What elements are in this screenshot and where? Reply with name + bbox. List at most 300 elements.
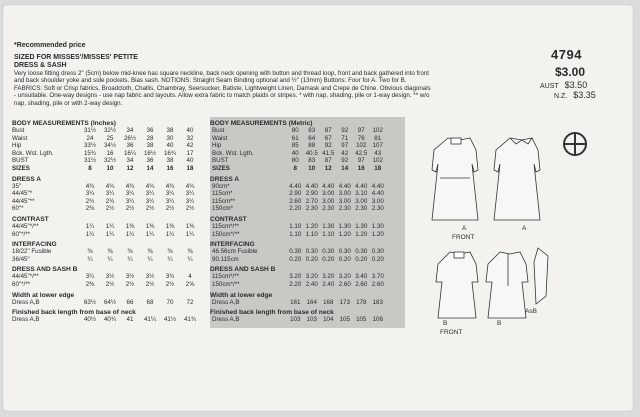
cell-value: 32½ [103,127,117,134]
cell-value: 2.70 [305,197,318,205]
cell-value: 2½ [125,205,135,213]
cell-value: 2.40 [322,280,335,288]
row-label: SIZES [12,164,30,172]
cell-value: 41¾ [183,316,197,324]
cell-value: 32½ [103,157,117,165]
table-row [12,231,204,239]
row-label: 150cm*/** [212,230,240,238]
cell-value: 4¾ [165,182,175,190]
row-label: 90cm* [212,182,230,190]
cell-value: 34 [126,127,134,134]
cell-value: 16 [106,149,114,157]
cell-value: 164 [306,298,317,306]
table-row [12,190,204,198]
cell-value: 0.20 [371,255,384,263]
table-row [12,223,204,231]
length-title: Finished back length from base of neck [210,309,334,317]
cell-value: 63½ [83,298,97,306]
cell-value: 17 [186,149,194,157]
inches-table [12,117,204,324]
cell-value: 92 [341,157,349,165]
cell-value: 168 [323,298,334,306]
cell-value: 71 [341,134,349,142]
row-label: 46.56cm Fusible [212,248,258,256]
cell-value: 64 [308,134,316,142]
cell-value: ¼ [167,255,173,263]
sash-label: AsB [525,308,537,315]
cell-value: 2.30 [371,205,384,213]
aust-price: $3.50 [564,80,588,90]
cell-value: ⅜ [87,248,93,256]
cell-value: 38 [146,142,154,150]
section-title: DRESS AND SASH B [12,266,78,274]
row-label: Waist [12,134,28,142]
cell-value: 3½ [145,273,155,281]
cell-value: 36 [146,157,154,165]
cell-value: 0.30 [289,248,302,256]
row-label: Hip [212,142,222,150]
table-row [12,281,204,289]
row-label: 115cm*/** [212,222,240,230]
length-title: Finished back length from base of neck [12,309,136,317]
cell-value: 30 [166,134,174,142]
cell-value: 33½ [83,142,97,150]
header-line-2: DRESS & SASH [14,62,67,69]
cell-value: 15¾ [83,149,97,157]
cell-value: 3.20 [338,273,351,281]
cell-value: 3.00 [371,197,384,205]
row-label: Dress A,B [212,316,240,324]
cell-value: 1¼ [85,222,95,230]
cell-value: 92 [341,127,349,134]
price: $3.00 [555,65,586,79]
cell-value: 1¼ [105,230,115,238]
cell-value: 26½ [123,134,137,142]
metric-table [210,117,405,328]
cell-value: 40 [291,149,299,157]
cell-value: 4.40 [338,182,351,190]
cell-value: 2.60 [371,280,384,288]
cell-value: 1.20 [338,230,351,238]
cell-value: 70 [166,298,174,306]
cell-value: 178 [356,298,367,306]
row-label: 60"*/** [12,280,31,288]
cell-value: 64½ [103,298,117,306]
dress-b-sketches [432,246,562,326]
dress-a-sketches [418,128,558,228]
table-row [210,205,405,213]
table-row [210,190,405,198]
cell-value: 4¾ [185,182,195,190]
cell-value: 40 [186,157,194,165]
cell-value: ⅜ [127,248,133,256]
table-row [12,150,204,158]
cell-value: 105 [339,316,350,324]
cell-value: 102 [372,157,383,165]
cell-value: 43 [374,149,382,157]
table-row [12,135,204,143]
table-row [12,299,204,307]
cell-value: 3.40 [355,273,368,281]
cell-value: 16 [357,164,365,172]
cell-value: 2½ [125,280,135,288]
cell-value: 0.30 [371,248,384,256]
cell-value: 3.00 [338,197,351,205]
cell-value: 1.30 [338,222,351,230]
cell-value: 2.60 [355,280,368,288]
cell-value: 2⅜ [85,205,95,213]
row-label: 150cm* [212,205,233,213]
cell-value: 40.5 [305,149,318,157]
b-back-label: B [497,320,502,327]
cell-value: 16 [166,164,174,172]
cell-value: 3½ [105,273,115,281]
table-title: BODY MEASUREMENTS (Inches) [12,120,116,127]
cell-value: 0.20 [338,255,351,263]
table-row [210,127,405,135]
cell-value: 2½ [145,280,155,288]
cell-value: 66 [126,298,134,306]
cell-value: 3¼ [165,197,175,205]
cell-value: 3.00 [355,197,368,205]
row-label: 60"*/** [12,230,31,238]
cell-value: 18 [186,164,194,172]
cell-value: 18 [374,164,382,172]
cell-value: 3¼ [85,273,95,281]
cell-value: 68 [146,298,154,306]
cell-value: 72 [186,298,194,306]
cell-value: 3.70 [371,273,384,281]
cell-value: 97 [357,127,365,134]
cell-value: ⅜ [167,248,173,256]
cell-value: 4.40 [371,190,384,198]
table-row [12,183,204,191]
b-front-letter: B [443,320,448,327]
cell-value: 31½ [83,157,97,165]
cell-value: 16½ [143,149,157,157]
cell-value: 1.10 [289,222,302,230]
table-row [210,231,405,239]
cell-value: 67 [324,134,332,142]
cell-value: 103 [290,316,301,324]
cell-value: 1.30 [371,222,384,230]
cell-value: 1.20 [305,222,318,230]
table-row [210,165,405,173]
cell-value: 3.20 [289,273,302,281]
cell-value: 12 [324,164,332,172]
table-row [210,142,405,150]
cell-value: 16¾ [163,149,177,157]
cell-value: 105 [356,316,367,324]
cell-value: 3.00 [322,197,335,205]
cell-value: 3¼ [85,190,95,198]
row-label: Waist [212,134,228,142]
cell-value: 102 [372,127,383,134]
table-row [210,248,405,256]
cell-value: 61 [291,134,299,142]
table-title: BODY MEASUREMENTS (Metric) [210,120,313,127]
cell-value: 40 [166,142,174,150]
cell-value: 36 [146,127,154,134]
cell-value: 10 [106,164,114,172]
cell-value: 42 [186,142,194,150]
table-row [210,150,405,158]
cell-value: 1.10 [322,230,335,238]
row-label: 44/45"*/** [12,273,39,281]
table-row [210,198,405,206]
cell-value: 2.30 [322,205,335,213]
row-label: 36/45" [12,255,30,263]
cell-value: 4.40 [289,182,302,190]
cell-value: 0.20 [322,255,335,263]
cell-value: 92 [324,142,332,150]
b-front-label: FRONT [440,329,463,336]
cell-value: 1¼ [185,230,195,238]
cell-value: 85 [291,142,299,150]
pattern-description: Very loose fitting dress 2" (5cm) below mid-knee has square neckline, back neck opening with button and thread loop, front and back gathered into front and back shoulder yoke and side pockets. Bias sash. NOTIONS: Straight Seam Binding optional and ½" (13mm) Buttons: Four for A. Two for B. FABRICS: Soft or Crisp fabrics, Broadcloth, Challis, Chambray, Seersucker, Batiste, Lightweight Linen, Damask and Crepe de Chine. Obvious diagonals - unsuitable. One-way designs - use nap fabric and layouts. Allow extra fabric to match plaids or stripes. * with nap, shading, pile or 1-way design. ** w/o nap, shading, pile or with 2-way design. [14,70,431,107]
cell-value: 2.20 [289,280,302,288]
cell-value: 4.40 [322,182,335,190]
cell-value: 2.90 [289,190,302,198]
section-title: INTERFACING [210,241,255,249]
cell-value: 1¼ [125,230,135,238]
cell-value: 2.60 [338,280,351,288]
row-label: BUST [212,157,229,165]
section-title: DRESS A [12,175,42,183]
table-row [12,205,204,213]
cell-value: 40¾ [103,316,117,324]
row-label: Dress A,B [12,316,40,324]
row-label: 44/45"* [12,190,33,198]
table-row [12,273,204,281]
cell-value: ⅜ [147,248,153,256]
cell-value: 4.40 [355,182,368,190]
row-label: 44/45"** [12,197,35,205]
cell-value: 2.30 [355,205,368,213]
cell-value: 2½ [105,280,115,288]
row-label: 18/22" Fusible [12,248,52,256]
cell-value: 83 [308,127,316,134]
cell-value: 2.30 [338,205,351,213]
a-front-label: FRONT [452,234,475,241]
cell-value: 24 [86,134,94,142]
cell-value: 3¼ [125,190,135,198]
cell-value: 3¼ [185,190,195,198]
header-line-1: SIZED FOR MISSES'/MISSES' PETITE [14,54,138,61]
cell-value: 1⅜ [145,222,155,230]
row-label: Bust [12,127,25,134]
table-row [210,223,405,231]
cell-value: 41 [126,316,134,324]
cell-value: 4¾ [105,182,115,190]
cell-value: 32 [186,134,194,142]
cell-value: 28 [146,134,154,142]
cell-value: 80 [291,157,299,165]
cell-value: 83 [308,157,316,165]
width-title: Width at lower edge [210,291,273,299]
table-row [210,183,405,191]
cell-value: 88 [308,142,316,150]
cell-value: 3¼ [145,197,155,205]
table-row [12,198,204,206]
cell-value: 183 [372,298,383,306]
cell-value: 10 [308,164,316,172]
row-label: Dress A,B [12,298,40,306]
cell-value: 173 [339,298,350,306]
cell-value: 3.20 [322,273,335,281]
cell-value: 3¾ [165,273,175,281]
cell-value: 34 [126,157,134,165]
a-front-letter: A [462,225,467,232]
row-label: Dress A,B [212,298,240,306]
cell-value: 2.40 [305,280,318,288]
section-title: INTERFACING [12,241,57,249]
table-row [210,316,405,324]
cell-value: 97 [357,157,365,165]
table-row [12,248,204,256]
table-row [12,127,204,135]
cell-value: 2½ [105,205,115,213]
cell-value: 41.5 [322,149,335,157]
cell-value: ⅜ [107,248,113,256]
table-row [12,256,204,264]
pattern-number: 4794 [551,47,582,62]
cell-value: 42.5 [355,149,368,157]
row-label: Bust [212,127,225,134]
aust-label: AUST [540,83,559,90]
cell-value: ¼ [187,255,193,263]
table-row [210,135,405,143]
cell-value: 12 [126,164,134,172]
cell-value: 41½ [163,316,177,324]
cell-value: 4.40 [371,182,384,190]
cell-value: 14 [146,164,154,172]
cell-value: 3¼ [165,190,175,198]
cell-value: 40 [186,127,194,134]
pattern-header [14,54,434,70]
nz-label: N.Z. [554,93,568,100]
cell-value: 4.40 [305,182,318,190]
table-row [210,157,405,165]
cell-value: 1¼ [85,230,95,238]
cell-value: 76 [357,134,365,142]
cell-value: 103 [306,316,317,324]
cell-value: 1¼ [105,222,115,230]
cell-value: 2.30 [305,205,318,213]
row-label: 35" [12,182,22,190]
table-row [12,316,204,324]
cell-value: 2½ [145,205,155,213]
cell-value: 8 [88,164,92,172]
row-label: 44/45"*/** [12,222,39,230]
table-row [210,281,405,289]
cell-value: ¼ [147,255,153,263]
cell-value: 1¼ [165,230,175,238]
cell-value: 1¼ [145,230,155,238]
cell-value: 1.10 [305,230,318,238]
cell-value: ¼ [87,255,93,263]
cell-value: 3½ [125,273,135,281]
cell-value: 36 [126,142,134,150]
nz-price: $3.35 [573,90,596,100]
a-back-label: A [522,225,527,232]
row-label: Bck. Wst. Lgth. [212,149,254,157]
cell-value: 2½ [165,280,175,288]
cell-value: 4¾ [145,182,155,190]
cell-value: 87 [324,127,332,134]
width-title: Width at lower edge [12,291,75,299]
cell-value: 42 [341,149,349,157]
cell-value: 81 [374,134,382,142]
cell-value: 14 [341,164,349,172]
cell-value: 0.20 [355,255,368,263]
cell-value: 1⅜ [185,222,195,230]
cell-value: 2⅝ [185,280,195,288]
table-row [210,256,405,264]
table-row [12,142,204,150]
cell-value: 31½ [83,127,97,134]
cell-value: 40½ [83,316,97,324]
registration-mark-icon [563,132,587,156]
cell-value: 3.00 [338,190,351,198]
cell-value: 80 [291,127,299,134]
cell-value: 3¼ [125,197,135,205]
cell-value: 25 [106,134,114,142]
cell-value: 1.30 [322,222,335,230]
cell-value: 16¼ [123,149,137,157]
cell-value: 2.60 [289,197,302,205]
row-label: 115cm*/** [212,273,240,281]
section-title: DRESS AND SASH B [210,266,276,274]
table-row [210,299,405,307]
cell-value: 3¼ [105,190,115,198]
cell-value: 2¾ [85,197,95,205]
cell-value: 41¼ [143,316,157,324]
cell-value: 1⅜ [125,222,135,230]
cell-value: 87 [324,157,332,165]
recommended-note: *Recommended price [14,42,86,49]
cell-value: 107 [372,142,383,150]
table-row [12,157,204,165]
cell-value: 0.20 [305,255,318,263]
row-label: Bck. Wst. Lgth. [12,149,54,157]
cell-value: 161 [290,298,301,306]
cell-value: 38 [166,157,174,165]
aust-price-line [540,80,596,100]
cell-value: 1⅜ [165,222,175,230]
cell-value: 106 [372,316,383,324]
cell-value: 1.20 [355,230,368,238]
cell-value: 0.30 [338,248,351,256]
cell-value: 0.20 [289,255,302,263]
cell-value: 4¾ [85,182,95,190]
row-label: SIZES [212,164,230,172]
cell-value: ⅜ [187,248,193,256]
cell-value: 8 [293,164,297,172]
cell-value: 3.20 [305,273,318,281]
cell-value: 0.30 [305,248,318,256]
cell-value: 3.00 [322,190,335,198]
row-label: 115cm* [212,190,233,198]
cell-value: 1.20 [371,230,384,238]
cell-value: ¼ [127,255,133,263]
cell-value: 2¾ [105,197,115,205]
cell-value: 34½ [103,142,117,150]
cell-value: ¼ [107,255,113,263]
cell-value: 2.90 [305,190,318,198]
row-label: Hip [12,142,22,150]
cell-value: 0.30 [322,248,335,256]
